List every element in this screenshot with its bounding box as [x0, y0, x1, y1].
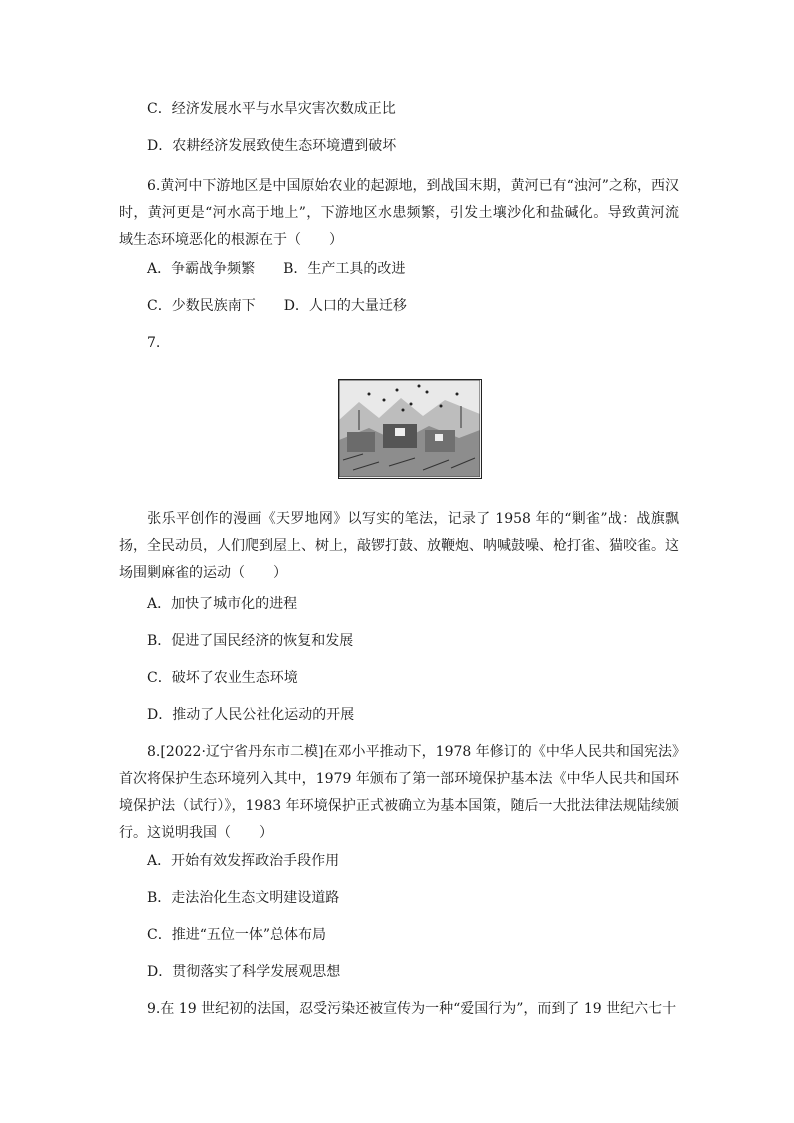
question-8-option-a: A．开始有效发挥政治手段作用 [147, 853, 340, 869]
question-7-stem [119, 506, 679, 587]
question-8-option-b: B．走法治化生态文明建设道路 [147, 890, 340, 906]
cartoon-illustration [338, 379, 482, 479]
question-8-text: 8.[2022·辽宁省丹东市二模]在邓小平推动下，1978 年修订的《中华人民共和国宪法》首次将保护生态环境列入其中，1979 年颁布了第一部环境保护基本法《中华人民共和国环境保护法（试行）》，1983 年环境保护正式被确立为基本国策，随后一大批法律法规陆续颁行。这说明我国（ ） [119, 744, 679, 841]
question-7-option-c: C．破坏了农业生态环境 [147, 670, 298, 686]
question-6-options-ab: A．争霸战争频繁 B．生产工具的改进 [147, 261, 406, 277]
question-9-text: 9.在 19 世纪初的法国，忍受污染还被宣传为一种“爱国行为”，而到了 19 世纪六七十 [147, 1001, 677, 1017]
question-7-number: 7. [147, 335, 161, 351]
cartoon-drawing [339, 380, 480, 477]
question-7-option-a: A．加快了城市化的进程 [147, 596, 298, 612]
question-8-stem [119, 739, 679, 847]
question-6-options-cd: C．少数民族南下 D．人口的大量迁移 [147, 298, 407, 314]
question-8-option-d: D．贯彻落实了科学发展观思想 [147, 964, 341, 980]
option-d-top: D．农耕经济发展致使生态环境遭到破坏 [147, 138, 397, 154]
option-c-top: C．经济发展水平与水旱灾害次数成正比 [147, 101, 396, 117]
question-7-text: 张乐平创作的漫画《天罗地网》以写实的笔法，记录了 1958 年的“剿雀”战：战旗飘扬，全民动员，人们爬到屋上、树上，敲锣打鼓、放鞭炮、呐喊鼓噪、枪打雀、猫咬雀。这场围剿麻雀的运动（ ） [119, 511, 679, 581]
question-7-option-d: D．推动了人民公社化运动的开展 [147, 707, 355, 723]
question-7-option-b: B．促进了国民经济的恢复和发展 [147, 633, 354, 649]
question-8-option-c: C．推进“五位一体”总体布局 [147, 927, 327, 943]
question-6-text: 6.黄河中下游地区是中国原始农业的起源地，到战国末期，黄河已有“浊河”之称，西汉时，黄河更是“河水高于地上”，下游地区水患频繁，引发土壤沙化和盐碱化。导致黄河流域生态环境恶化的根源在于（ ） [119, 178, 679, 248]
question-6-stem [119, 173, 679, 254]
question-9-stem [119, 996, 679, 1023]
